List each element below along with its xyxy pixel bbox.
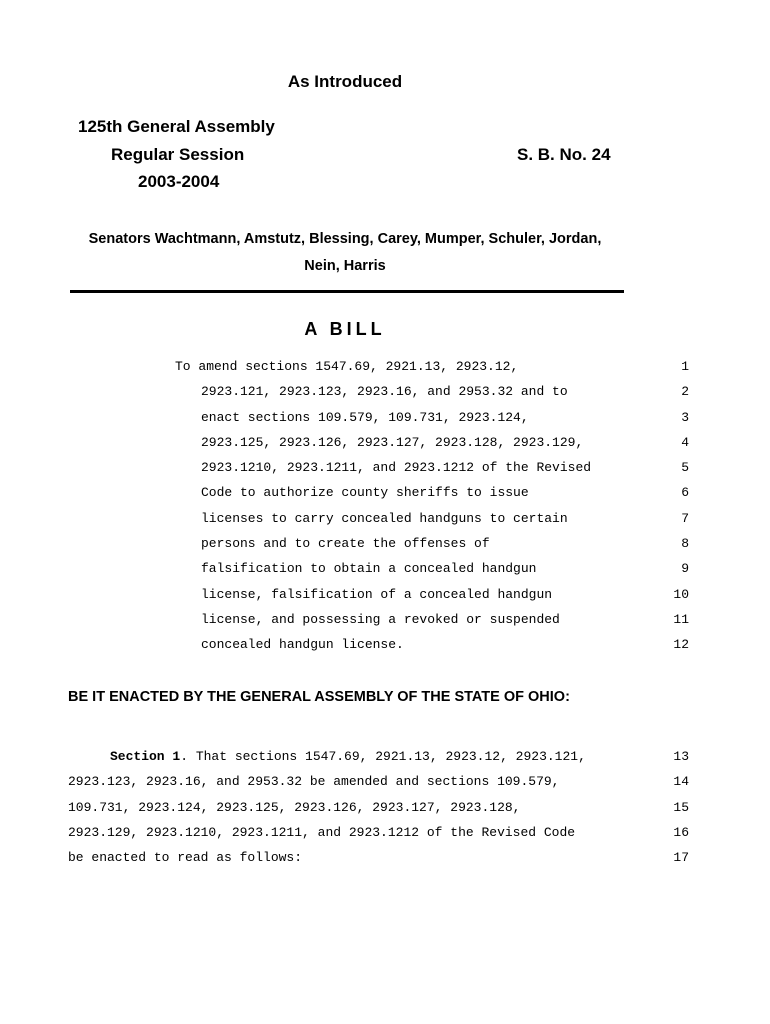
- body-line-text: [110, 744, 586, 769]
- title-line: [0, 531, 770, 556]
- section-1: [0, 744, 770, 870]
- title-line-text: persons and to create the offenses of: [201, 536, 490, 552]
- line-number: 4: [681, 434, 689, 450]
- enacting-clause: BE IT ENACTED BY THE GENERAL ASSEMBLY OF THE STATE OF OHIO:: [68, 689, 570, 705]
- title-line-text: 2923.125, 2923.126, 2923.127, 2923.128, 2923.129,: [201, 434, 584, 450]
- general-assembly: 125th General Assembly: [78, 117, 275, 136]
- bill-number: S. B. No. 24: [517, 145, 611, 164]
- line-number: 9: [681, 561, 689, 577]
- title-line: [0, 480, 770, 505]
- title-line: [0, 582, 770, 607]
- body-line: [0, 820, 770, 845]
- body-line-text: 109.731, 2923.124, 2923.125, 2923.126, 2923.127, 2923.128,: [68, 799, 521, 815]
- title-line-text: license, falsification of a concealed handgun: [201, 586, 553, 602]
- line-number: 6: [681, 485, 689, 501]
- title-line-text: Code to authorize county sheriffs to issue: [201, 485, 529, 501]
- line-number: 1: [681, 359, 689, 374]
- title-line: [0, 556, 770, 581]
- line-number: 7: [681, 510, 689, 526]
- title-line-text: 2923.121, 2923.123, 2923.16, and 2953.32 and to: [201, 384, 568, 400]
- title-line: [0, 430, 770, 455]
- bill-status: As Introduced: [287, 72, 403, 91]
- body-line-text: be enacted to read as follows:: [68, 850, 303, 866]
- section-label: Section 1: [110, 749, 181, 764]
- title-line-text: To amend sections 1547.69, 2921.13, 2923.12,: [175, 359, 519, 374]
- line-number: 5: [681, 460, 689, 476]
- line-number: 17: [673, 850, 689, 866]
- title-line-text: falsification to obtain a concealed handgun: [201, 561, 537, 577]
- line-number: 12: [673, 637, 689, 653]
- body-line: [0, 845, 770, 870]
- header-divider: [70, 290, 624, 293]
- body-line-text: 2923.129, 2923.1210, 2923.1211, and 2923.1212 of the Revised Code: [68, 824, 576, 840]
- title-line: [0, 405, 770, 430]
- title-line: [0, 506, 770, 531]
- body-line: [0, 795, 770, 820]
- title-line: [0, 632, 770, 657]
- title-line: [0, 607, 770, 632]
- title-line-text: license, and possessing a revoked or suspended: [201, 611, 560, 627]
- sponsors-line-1: Senators Wachtmann, Amstutz, Blessing, Carey, Mumper, Schuler, Jordan,: [88, 231, 602, 247]
- title-line-text: 2923.1210, 2923.1211, and 2923.1212 of the Revised: [201, 460, 592, 476]
- line-number: 13: [673, 749, 689, 764]
- line-number: 14: [673, 774, 689, 790]
- title-line: [0, 354, 770, 379]
- line-number: 11: [673, 611, 689, 627]
- title-line: [0, 379, 770, 404]
- bill-title: [0, 354, 770, 658]
- section-text: . That sections 1547.69, 2921.13, 2923.12, 2923.121,: [180, 749, 586, 764]
- title-line-text: enact sections 109.579, 109.731, 2923.124,: [201, 409, 529, 425]
- body-line-text: 2923.123, 2923.16, and 2953.32 be amended and sections 109.579,: [68, 774, 560, 790]
- bill-heading: A BILL: [304, 319, 386, 339]
- body-line: [0, 769, 770, 794]
- title-line: [0, 455, 770, 480]
- title-line-text: licenses to carry concealed handguns to certain: [201, 510, 568, 526]
- line-number: 2: [681, 384, 689, 400]
- sponsors-line-2: Nein, Harris: [304, 258, 386, 274]
- line-number: 16: [673, 824, 689, 840]
- title-line-text: concealed handgun license.: [201, 637, 404, 653]
- line-number: 15: [673, 799, 689, 815]
- sponsors: [0, 226, 690, 280]
- line-number: 3: [681, 409, 689, 425]
- session-years: 2003-2004: [138, 172, 220, 191]
- body-line: [0, 744, 770, 769]
- line-number: 10: [673, 586, 689, 602]
- line-number: 8: [681, 536, 689, 552]
- session-name: Regular Session: [111, 145, 245, 164]
